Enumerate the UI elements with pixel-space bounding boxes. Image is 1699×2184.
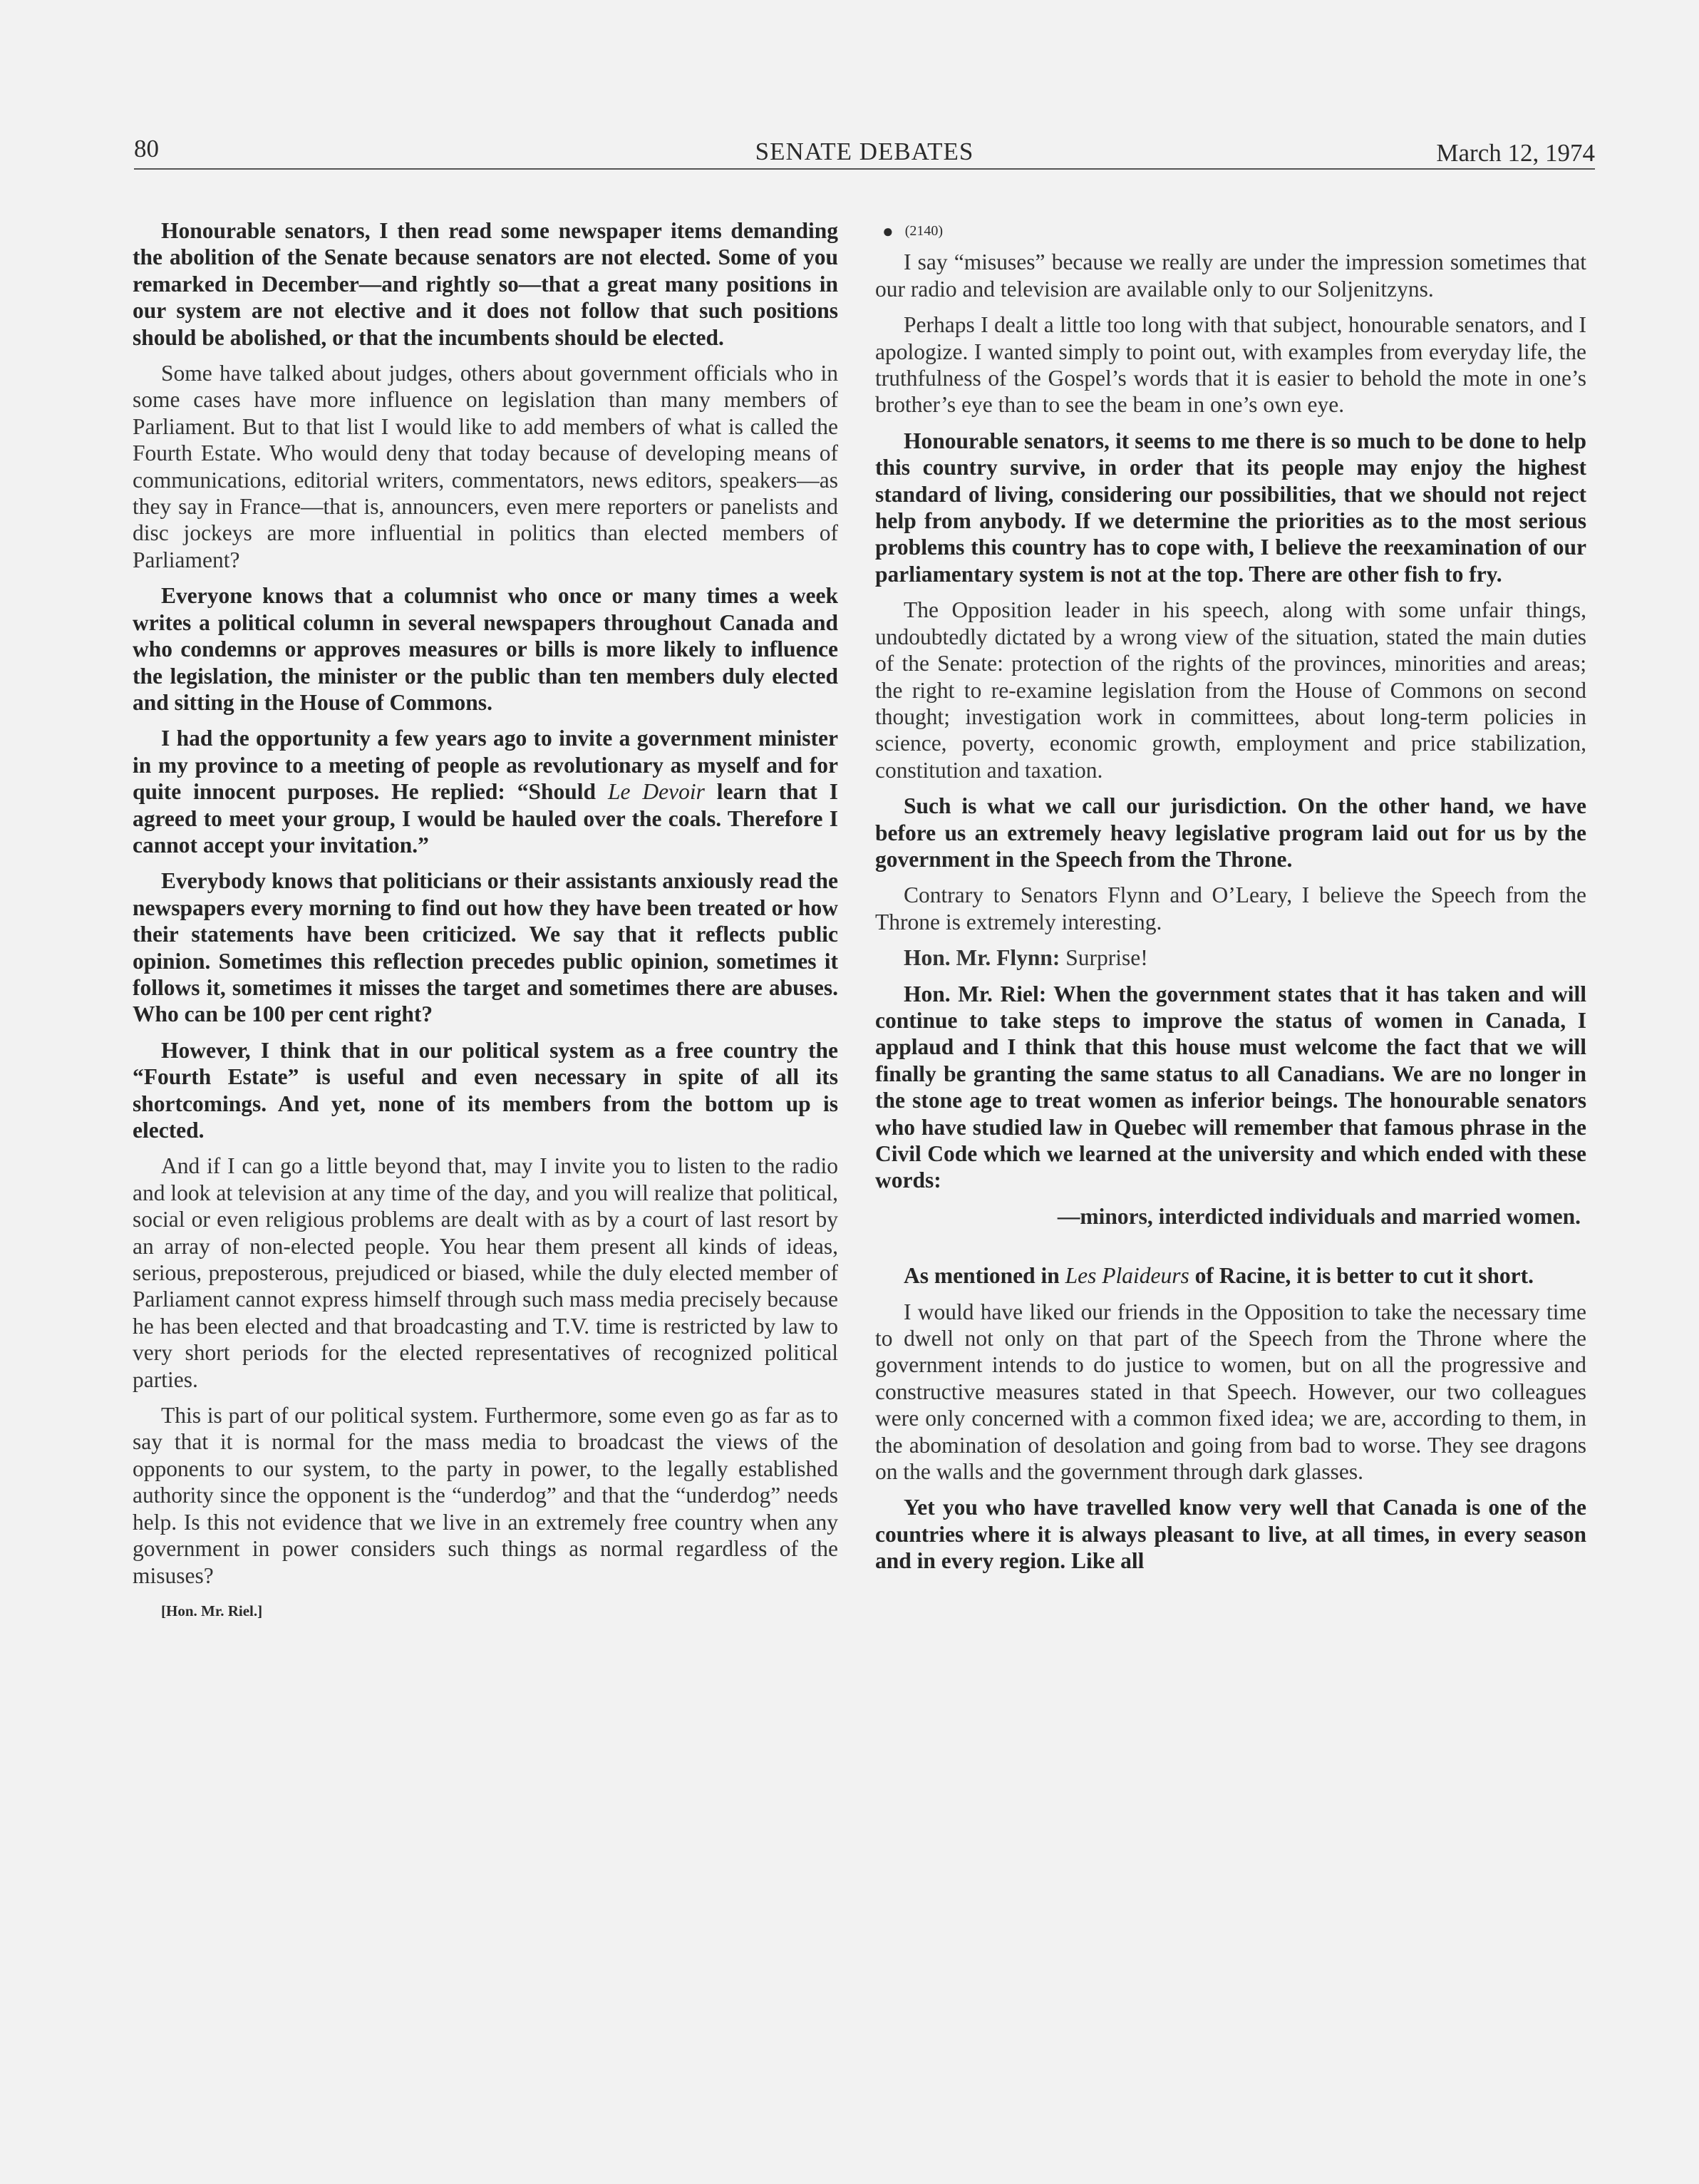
interjection: Hon. Mr. Flynn: Surprise! [904, 945, 1148, 971]
paragraph: Such is what we call our jurisdiction. On the other hand, we have before us an extremely heavy legislative program laid out for us by the government in the Speech from the Throne. [875, 793, 1586, 872]
paragraph: Contrary to Senators Flynn and O’Leary, I believe the Speech from the Throne is extremely interesting. [875, 882, 1586, 934]
speaker-name: Hon. Mr. Riel: [904, 981, 1047, 1006]
play-title: Les Plaideurs [1065, 1263, 1189, 1289]
paragraph: Perhaps I dealt a little too long with that subject, honourable senators, and I apologize. I wanted simply to point out, with examples from everyday life, the truthfulness of the Gospel’s words that it is easier to behold the mote in one’s brother’s eye than to see the beam in one’s own eye. [875, 312, 1586, 418]
paragraph: As mentioned in Les Plaideurs of Racine, it is better to cut it short. [904, 1263, 1534, 1289]
paragraph: Everybody knows that politicians or their assistants anxiously read the newspapers every morning to find out how they have been treated or how their statements have been criticized. We say that it reflects public opinion. Sometimes this reflection precedes public opinion, sometimes it follows it, sometimes it misses the target and sometimes there are abuses. Who can be 100 per cent right? [133, 868, 838, 1027]
bullet-icon: ● [882, 221, 894, 242]
paragraph: Everyone knows that a columnist who once or many times a week writes a political column in several newspapers throughout Canada and who condemns or approves measures or bills is more likely to influence the legislation, the minister or the public than ten members duly elected and sitting in the House of Commons. [133, 583, 838, 715]
speaker-name: Hon. Mr. Flynn: [904, 945, 1060, 971]
newspaper-title: Le Devoir [607, 779, 705, 805]
paragraph: And if I can go a little beyond that, may I invite you to listen to the radio and look at television at any time of the day, and you will realize that political, social or even religious problems are dealt with as by a court of last resort by an array of non-elected people. You hear them present all kinds of ideas, serious, preposterous, prejudiced or biased, while the duly elected member of Parliament cannot express himself through such mass media precisely because he has been elected and that broadcasting and T.V. time is restricted by law to very short periods for the elected representatives of recognized political parties. [133, 1153, 838, 1392]
paragraph: Some have talked about judges, others about government officials who in some cases have more influence on legislation than many members of Parliament. But to that list I would like to add members of what is called the Fourth Estate. Who would deny that today because of developing means of communications, editorial writers, commentators, news editors, speakers—as they say in France—that is, announcers, even mere reporters or panelists and disc jockeys are more influential in politics than elected members of Parliament? [133, 361, 838, 572]
page-number: 80 [134, 135, 159, 163]
paragraph: Honourable senators, it seems to me there is so much to be done to help this country survive, in order that its people may enjoy the highest standard of living, considering our possibilities, that we should not reject help from anybody. If we determine the priorities as to the most serious problems this country has to cope with, I believe the reexamination of our parliamentary system is not at the top. There are other fish to fry. [875, 428, 1586, 587]
speech: Hon. Mr. Riel: When the government states that it has taken and will continue to take steps to improve the status of women in Canada, I applaud and I think that this house must welcome the fact that we will finally be granting the same status to all Canadians. We are no longer in the stone age to treat women as inferior beings. The honourable senators who have studied law in Quebec will remember that famous phrase in the Civil Code which we learned at the university and which ended with these words: [875, 981, 1586, 1193]
page-header [134, 135, 1595, 170]
paragraph: The Opposition leader in his speech, along with some unfair things, undoubtedly dictated by a wrong view of the situation, stated the main duties of the Senate: protection of the rights of the provinces, minorities and areas; the right to re-examine legislation from the House of Commons on second thought; investigation work in committees, about long-term policies in science, poverty, economic growth, employment and price stabilization, constitution and taxation. [875, 597, 1586, 783]
issue-date: March 12, 1974 [1436, 139, 1595, 167]
paragraph: This is part of our political system. Furthermore, some even go as far as to say that it is normal for the mass media to broadcast the views of the opponents to our system, to the party in power, to the legally established authority since the opponent is the “underdog” and that the “underdog” needs help. Is this not evidence that we live in an extremely free country when any government in power considers such things as normal regardless of the misuses? [133, 1403, 838, 1588]
time-marker: ● (2140) [882, 221, 944, 242]
left-column [133, 217, 838, 1634]
paragraph: However, I think that in our political system as a free country the “Fourth Estate” is useful and even necessary in spite of all its shortcomings. And yet, none of its members from the bottom up is elected. [133, 1037, 838, 1143]
paragraph: I would have liked our friends in the Opposition to take the necessary time to dwell not only on that part of the Speech from the Throne where the government intends to do justice to women, but on all the progressive and constructive measures stated in that Speech. However, our two colleagues were only concerned with a common fixed idea; we are, according to them, in the abomination of desolation and going from bad to worse. They see dragons on the walls and the government through dark glasses. [875, 1299, 1586, 1485]
paragraph: I say “misuses” because we really are under the impression sometimes that our radio and television are available only to our Soljenitzyns. [875, 249, 1586, 302]
paragraph: Honourable senators, I then read some newspaper items demanding the abolition of the Senate because senators are not elected. Some of you remarked in December—and rightly so—that a great many positions in our system are not elective and it does not follow that such positions should be abolished, or that the incumbents should be elected. [133, 218, 838, 350]
paragraph: Yet you who have travelled know very well that Canada is one of the countries where it is always pleasant to live, at all times, in every season and in every region. Like all [875, 1495, 1586, 1574]
publication-title: SENATE DEBATES [755, 138, 974, 165]
block-quote: —minors, interdicted individuals and married women. [1057, 1203, 1581, 1229]
paragraph: I had the opportunity a few years ago to invite a government minister in my province to a meeting of people as revolutionary as myself and for quite innocent purposes. He replied: “Should Le Devoir learn that I agreed to meet your group, I would be hauled over the coals. Therefore I cannot accept your invitation.” [133, 726, 838, 857]
speaker-attribution: [Hon. Mr. Riel.] [161, 1602, 263, 1619]
right-column [875, 222, 1586, 1584]
